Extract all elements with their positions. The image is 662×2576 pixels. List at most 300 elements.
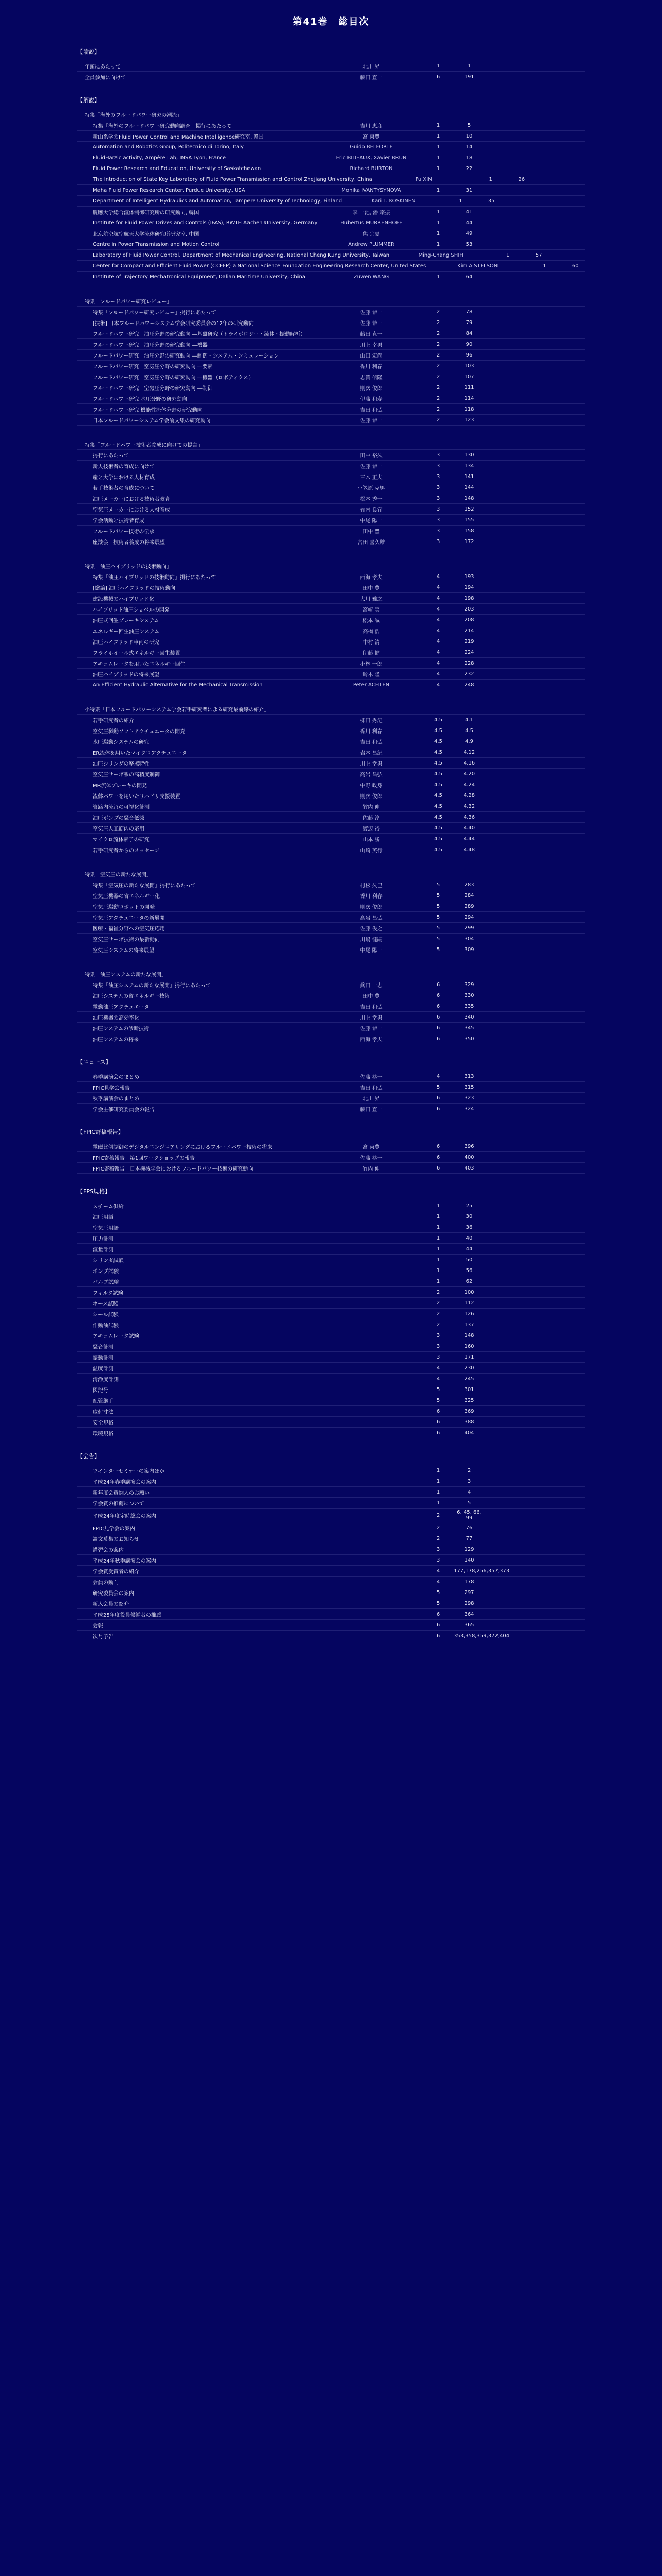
article-title: 圧力計測 xyxy=(93,1236,113,1242)
toc-row xyxy=(77,934,585,944)
article-title: 電磁比例制御のデジタルエンジニアリングにおけるフルードパワー技術の将来 xyxy=(93,1144,272,1150)
issue-number: 6 xyxy=(436,1143,440,1149)
page-number: 193 xyxy=(464,573,474,580)
page-number: 160 xyxy=(464,1343,474,1349)
issue-number: 3 xyxy=(436,1354,440,1360)
article-author: 西海 孝夫 xyxy=(360,574,383,581)
article-author: 焦 宗夏 xyxy=(362,231,380,238)
page-number: 50 xyxy=(466,1257,473,1263)
article-author: 佐藤 俊之 xyxy=(360,926,383,932)
page-number: 14 xyxy=(466,144,473,150)
toc-row xyxy=(77,250,585,261)
toc-row xyxy=(77,504,585,515)
issue-number: 1 xyxy=(436,1246,440,1252)
toc-row xyxy=(77,736,585,747)
issue-number: 6 xyxy=(436,1408,440,1414)
article-title: 特集「フルードパワー技術者養成に向けての提言」 xyxy=(85,442,203,448)
page-number: 53 xyxy=(466,241,473,247)
issue-number: 2 xyxy=(436,330,440,336)
article-author: 中野 政身 xyxy=(360,783,383,789)
page-number: 329 xyxy=(464,981,474,988)
issue-number: 4.5 xyxy=(434,814,442,820)
issue-number: 1 xyxy=(436,1224,440,1230)
page-number: 5 xyxy=(467,1500,471,1506)
article-title: フルードパワー研究 空気圧分野の研究動向 ―制御 xyxy=(93,385,213,392)
page-number: 403 xyxy=(464,1165,474,1171)
toc-row xyxy=(77,1001,585,1012)
article-author: Zuwen WANG xyxy=(353,274,389,280)
article-title: 平成24年度定時総会の案内 xyxy=(93,1513,156,1519)
toc-row xyxy=(77,1093,585,1104)
article-title: 油圧式回生ブレーキシステム xyxy=(93,618,159,624)
toc-row xyxy=(77,450,585,461)
issue-number: 4 xyxy=(436,1365,440,1371)
article-title: 掲行にあたって xyxy=(93,453,129,459)
toc-content xyxy=(77,47,585,1655)
toc-row xyxy=(77,1023,585,1033)
page-number: 90 xyxy=(466,341,473,347)
article-title: 振動計測 xyxy=(93,1355,113,1361)
page-number: 77 xyxy=(466,1535,473,1541)
page-number: 56 xyxy=(466,1267,473,1274)
page-number: 4.1 xyxy=(465,717,473,723)
page-number: 297 xyxy=(464,1589,474,1596)
article-title: ホース試験 xyxy=(93,1301,119,1307)
page-number: 18 xyxy=(466,155,473,161)
article-author: 北川 昇 xyxy=(362,64,380,70)
issue-number: 6 xyxy=(436,1014,440,1020)
article-title: Department of Intelligent Hydraulics and Automation, Tampere University of Technology, Finland xyxy=(93,198,342,204)
article-author: 柳田 秀記 xyxy=(360,718,383,724)
toc-row xyxy=(77,350,585,361)
page-number: 340 xyxy=(464,1014,474,1020)
page-number: 114 xyxy=(464,395,474,401)
toc-section xyxy=(77,561,585,690)
article-title: 若手技術者の育成について xyxy=(93,485,155,492)
article-title: 若手研究者からのメッセージ xyxy=(93,848,160,854)
article-author: Monika IVANTYSYNOVA xyxy=(341,187,401,193)
page-number: 191 xyxy=(464,74,474,80)
page-number: 107 xyxy=(464,374,474,380)
article-author: 山崎 英行 xyxy=(360,848,383,854)
issue-number: 4.5 xyxy=(434,760,442,766)
issue-number: 6 xyxy=(436,74,440,80)
page-number: 198 xyxy=(464,595,474,601)
toc-row xyxy=(77,1141,585,1152)
page-title: 第41巻 総目次 xyxy=(292,16,370,27)
issue-number: 2 xyxy=(436,363,440,369)
article-author: 中村 清 xyxy=(362,639,380,646)
article-title: 油圧ポンプの騒音低減 xyxy=(93,815,144,821)
toc-section xyxy=(77,1058,585,1114)
page-number: 76 xyxy=(466,1524,473,1531)
toc-row xyxy=(77,228,585,239)
toc-row xyxy=(77,1330,585,1341)
toc-row xyxy=(77,1309,585,1319)
toc-row xyxy=(77,1244,585,1255)
toc-row xyxy=(77,912,585,923)
page-number: 330 xyxy=(464,992,474,998)
toc-row xyxy=(77,944,585,955)
article-author: 佐藤 恭一 xyxy=(360,320,383,327)
issue-number: 5 xyxy=(436,914,440,920)
page-number: 301 xyxy=(464,1386,474,1393)
article-author: 香川 利春 xyxy=(360,728,383,735)
article-title: 油圧機器の高効率化 xyxy=(93,1015,139,1021)
article-author: Fu XIN xyxy=(415,176,432,182)
toc-row xyxy=(77,393,585,404)
page-number: 44 xyxy=(466,219,473,226)
article-title: FPIC寄稿報告 第1回ワークショップの報告 xyxy=(93,1155,195,1161)
article-title: 全員参加に向けて xyxy=(85,75,126,81)
toc-section xyxy=(77,869,585,955)
page-number: 224 xyxy=(464,649,474,655)
article-author: 中尾 陽一 xyxy=(360,947,383,954)
issue-number: 1 xyxy=(436,144,440,150)
toc-row xyxy=(77,109,585,120)
toc-row xyxy=(77,261,585,272)
toc-row xyxy=(77,1620,585,1631)
toc-row xyxy=(77,61,585,72)
toc-row xyxy=(77,371,585,382)
page-number: 60 xyxy=(572,263,579,269)
article-title: フライホイール式エネルギー回生装置 xyxy=(93,650,180,656)
article-title: 日本フルードパワーシステム学会論文集の研究動向 xyxy=(93,418,211,424)
toc-section xyxy=(77,1452,585,1641)
toc-row xyxy=(77,526,585,536)
issue-number: 1 xyxy=(436,1267,440,1274)
issue-number: 3 xyxy=(436,1557,440,1563)
toc-row xyxy=(77,790,585,801)
toc-row xyxy=(77,669,585,680)
issue-number: 5 xyxy=(436,1386,440,1393)
article-title: 流体パワーを用いたリハビリ支援装置 xyxy=(93,793,180,800)
issue-number: 2 xyxy=(436,1524,440,1531)
page-number: 57 xyxy=(535,252,542,258)
toc-row xyxy=(77,1522,585,1533)
section-heading: 【ニュース】 xyxy=(77,1059,111,1065)
issue-number: 1 xyxy=(436,165,440,172)
page-number: 245 xyxy=(464,1376,474,1382)
article-author: 田中 裕久 xyxy=(360,453,383,459)
page-number: 158 xyxy=(464,528,474,534)
page-number: 325 xyxy=(464,1397,474,1403)
article-title: 油圧システムの診断技術 xyxy=(93,1026,149,1032)
toc-row xyxy=(77,923,585,934)
issue-number: 2 xyxy=(436,341,440,347)
article-title: 特集「フルードパワー研究レビュー」掲行にあたって xyxy=(93,310,217,316)
article-title: 管路内流れの可視化計測 xyxy=(93,804,150,810)
article-title: 空気圧用語 xyxy=(93,1225,119,1231)
issue-number: 6 xyxy=(436,1154,440,1160)
toc-section xyxy=(77,96,585,282)
article-title: The Introduction of State Key Laboratory of Fluid Power Transmission and Control Zhejiang University, China xyxy=(93,176,372,182)
article-title: 慶應大学総合流体制御研究所の研究動向, 韓国 xyxy=(93,210,200,216)
article-author: Eric BIDEAUX, Xavier BRUN xyxy=(336,155,407,161)
page-number: 25 xyxy=(466,1202,473,1209)
toc-section xyxy=(77,439,585,547)
article-title: 空気圧駆動ソフトアクチュエータの開発 xyxy=(93,728,186,735)
page-number: 126 xyxy=(464,1311,474,1317)
issue-number: 3 xyxy=(436,495,440,501)
issue-number: 5 xyxy=(436,903,440,909)
section-heading: 【会告】 xyxy=(77,1453,100,1460)
toc-row xyxy=(77,185,585,196)
page-number: 141 xyxy=(464,473,474,480)
article-author: 吉田 和弘 xyxy=(360,1085,383,1091)
page-number: 4.44 xyxy=(463,836,475,842)
article-title: 新入会員の紹介 xyxy=(93,1601,129,1607)
article-title: Automation and Robotics Group, Politecnico di Torino, Italy xyxy=(93,144,244,150)
issue-number: 4 xyxy=(436,573,440,580)
article-author: 吉田 和弘 xyxy=(360,739,383,745)
article-author: 渡辺 裕 xyxy=(362,826,380,832)
article-title: シール試験 xyxy=(93,1312,119,1318)
toc-row xyxy=(77,1428,585,1438)
issue-number: 4.5 xyxy=(434,825,442,831)
article-author: 川上 幸男 xyxy=(360,761,383,767)
toc-row xyxy=(77,769,585,779)
article-author: 大川 雅之 xyxy=(360,596,383,602)
page-number: 294 xyxy=(464,914,474,920)
article-author: 川上 幸男 xyxy=(360,342,383,348)
article-author: Guido BELFORTE xyxy=(350,144,393,150)
page-number: 111 xyxy=(464,384,474,391)
article-author: Ming-Chang SHIH xyxy=(418,252,464,258)
toc-row xyxy=(77,1487,585,1498)
toc-row xyxy=(77,823,585,834)
article-title: 新年度会費納入のお願い xyxy=(93,1490,150,1496)
article-title: Institute of Trajectory Mechatronical Equipment, Dalian Maritime University, China xyxy=(93,274,305,280)
article-title: 空気圧人工筋肉の応用 xyxy=(93,826,144,832)
toc-row xyxy=(77,207,585,217)
page-number: 36 xyxy=(466,1224,473,1230)
article-title: 特集「空気圧の新たな展開」 xyxy=(85,872,152,878)
toc-row xyxy=(77,1533,585,1544)
article-title: 空気圧システムの将来展望 xyxy=(93,947,154,954)
article-title: 平成25年度役員候補者の推薦 xyxy=(93,1612,161,1618)
toc-row xyxy=(77,439,585,450)
article-author: 佐藤 淳 xyxy=(362,815,380,821)
article-author: 佐藤 恭一 xyxy=(360,310,383,316)
page-number: 148 xyxy=(464,495,474,501)
article-author: 伊藤 和寿 xyxy=(360,396,383,402)
article-title: 秋季講演会のまとめ xyxy=(93,1096,139,1102)
article-title: Center for Compact and Efficient Fluid Power (CCEFP) a National Science Foundation Engineering Research Center, United States xyxy=(93,263,426,269)
article-title: フィルタ試験 xyxy=(93,1290,123,1296)
issue-number: 4 xyxy=(436,1376,440,1382)
issue-number: 6 xyxy=(436,1165,440,1171)
article-title: ER流体を用いたマイクロアクチュエータ xyxy=(93,750,187,756)
page-number: 123 xyxy=(464,417,474,423)
article-author: 田中 豊 xyxy=(362,529,380,535)
article-author: 佐藤 恭一 xyxy=(360,1155,383,1161)
issue-number: 4 xyxy=(436,584,440,590)
page-number: 4.20 xyxy=(463,771,475,777)
page-number: 118 xyxy=(464,406,474,412)
toc-row xyxy=(77,561,585,571)
article-title: 空気圧アクチュエータの新展開 xyxy=(93,915,165,921)
article-title: 温度計測 xyxy=(93,1366,113,1372)
article-author: 村松 久巳 xyxy=(360,883,383,889)
issue-number: 2 xyxy=(436,1300,440,1306)
issue-number: 1 xyxy=(436,63,440,69)
article-title: 取付寸法 xyxy=(93,1409,113,1415)
issue-number: 1 xyxy=(436,122,440,128)
article-title: 座談会 技術者養成の将来展望 xyxy=(93,539,165,546)
page-number: 4.40 xyxy=(463,825,475,831)
toc-row xyxy=(77,515,585,526)
article-title: 配管継手 xyxy=(93,1398,113,1404)
article-title: 油圧システムの将来 xyxy=(93,1037,139,1043)
toc-row xyxy=(77,317,585,328)
article-title: Maha Fluid Power Research Center, Purdue University, USA xyxy=(93,187,245,193)
page-number: 62 xyxy=(466,1278,473,1284)
article-title: アキュムレータを用いたエネルギー回生 xyxy=(93,661,186,667)
issue-number: 4 xyxy=(436,660,440,666)
article-title: Centre in Power Transmission and Motion Control xyxy=(93,241,220,247)
issue-number: 6 xyxy=(436,1095,440,1101)
issue-number: 1 xyxy=(458,198,462,204)
toc-row xyxy=(77,1577,585,1587)
issue-number: 2 xyxy=(436,417,440,423)
toc-row xyxy=(77,1287,585,1298)
toc-row xyxy=(77,869,585,879)
article-title: 水圧駆動システムの研究 xyxy=(93,739,149,745)
issue-number: 6 xyxy=(436,1419,440,1425)
article-author: 志賀 信隆 xyxy=(360,375,383,381)
page-number: 144 xyxy=(464,484,474,490)
article-title: An Efficient Hydraulic Alternative for the Mechanical Transmission xyxy=(93,682,263,688)
article-title: 学会賞の推薦について xyxy=(93,1501,144,1507)
toc-row xyxy=(77,1476,585,1487)
article-title: [技術] 日本フルードパワーシステム学会研究委員会の12年の研究動向 xyxy=(93,320,254,327)
issue-number: 6 xyxy=(436,981,440,988)
toc-row xyxy=(77,382,585,393)
article-title: 安全規格 xyxy=(93,1420,113,1426)
page-number: 4 xyxy=(467,1489,471,1495)
issue-number: 5 xyxy=(436,892,440,899)
page-number: 78 xyxy=(466,309,473,315)
issue-number: 6 xyxy=(436,1633,440,1639)
issue-number: 6 xyxy=(436,1036,440,1042)
toc-row xyxy=(77,307,585,317)
toc-row xyxy=(77,779,585,790)
article-title: 産と大学における人材育成 xyxy=(93,474,155,481)
article-author: 山本 勝 xyxy=(362,837,380,843)
page-number: 35 xyxy=(488,198,495,204)
page-number: 4.48 xyxy=(463,846,475,853)
issue-number: 4.5 xyxy=(434,836,442,842)
issue-number: 2 xyxy=(436,406,440,412)
toc-section xyxy=(77,969,585,1044)
page-number: 6, 45, 66, 99 xyxy=(457,1510,482,1521)
article-author: 山田 宏尚 xyxy=(360,353,383,359)
issue-number: 3 xyxy=(436,538,440,545)
article-title: ポンプ試験 xyxy=(93,1268,119,1275)
page-number: 299 xyxy=(464,925,474,931)
toc-row xyxy=(77,990,585,1001)
issue-number: 4 xyxy=(436,606,440,612)
page-number: 178 xyxy=(464,1579,474,1585)
toc-row xyxy=(77,1406,585,1417)
issue-number: 4.5 xyxy=(434,749,442,755)
page-number: 41 xyxy=(466,209,473,215)
page-number: 129 xyxy=(464,1546,474,1552)
page-number: 84 xyxy=(466,330,473,336)
article-author: 宮田 喜久雄 xyxy=(357,539,385,546)
toc-row xyxy=(77,1498,585,1509)
article-author: 田中 豊 xyxy=(362,585,380,591)
article-title: 油圧ハイブリッドの将来展望 xyxy=(93,672,159,678)
article-title: FPIC見学会の案内 xyxy=(93,1526,135,1532)
page-number: 248 xyxy=(464,682,474,688)
toc-row xyxy=(77,217,585,228)
page-number: 79 xyxy=(466,319,473,326)
page-number: 230 xyxy=(464,1365,474,1371)
article-title: シリンダ試験 xyxy=(93,1258,124,1264)
issue-number: 5 xyxy=(436,1589,440,1596)
article-title: 特集「フルードパワー研究レビュー」 xyxy=(85,299,172,305)
article-author: 川嶋 健嗣 xyxy=(360,937,383,943)
article-title: 特集「空気圧の新たな展開」掲行にあたって xyxy=(93,883,196,889)
issue-number: 5 xyxy=(436,882,440,888)
page-number: 130 xyxy=(464,452,474,458)
issue-number: 4 xyxy=(436,671,440,677)
issue-number: 3 xyxy=(436,463,440,469)
issue-number: 6 xyxy=(436,992,440,998)
issue-number: 1 xyxy=(436,230,440,236)
toc-row xyxy=(77,636,585,647)
toc-row xyxy=(77,604,585,615)
article-title: 論文募集のお知らせ xyxy=(93,1536,139,1543)
toc-row xyxy=(77,1211,585,1222)
toc-row xyxy=(77,615,585,625)
toc-row xyxy=(77,582,585,593)
article-author: 香川 利春 xyxy=(360,893,383,900)
issue-number: 2 xyxy=(436,1535,440,1541)
article-author: 北川 昇 xyxy=(362,1096,380,1102)
page-number: 324 xyxy=(464,1106,474,1112)
issue-number: 5 xyxy=(436,925,440,931)
article-title: 若手研究者の紹介 xyxy=(93,718,134,724)
issue-number: 4.5 xyxy=(434,782,442,788)
toc-row xyxy=(77,1363,585,1374)
issue-number: 1 xyxy=(436,1235,440,1241)
toc-section xyxy=(77,704,585,855)
toc-row xyxy=(77,404,585,415)
page-number: 140 xyxy=(464,1557,474,1563)
page-number: 232 xyxy=(464,671,474,677)
toc-row xyxy=(77,1104,585,1114)
page-number: 96 xyxy=(466,352,473,358)
article-title: 北京航空航空航天大学流体研究所研究室, 中国 xyxy=(93,231,200,238)
toc-row xyxy=(77,658,585,669)
article-title: 特集「油圧ハイブリッドの技術動向」掲行にあたって xyxy=(93,574,216,581)
article-title: 騒音計測 xyxy=(93,1344,113,1350)
issue-number: 2 xyxy=(436,395,440,401)
issue-number: 1 xyxy=(436,1489,440,1495)
article-title: MR流体ブレーキの開発 xyxy=(93,783,147,789)
page-number: 49 xyxy=(466,230,473,236)
issue-number: 1 xyxy=(436,1202,440,1209)
article-title: 油圧ハイブリッド車両の研究 xyxy=(93,639,159,646)
toc-row xyxy=(77,1587,585,1598)
toc-section xyxy=(77,296,585,426)
page-number: 26 xyxy=(518,176,525,182)
toc-row xyxy=(77,801,585,812)
toc-row xyxy=(77,1298,585,1309)
